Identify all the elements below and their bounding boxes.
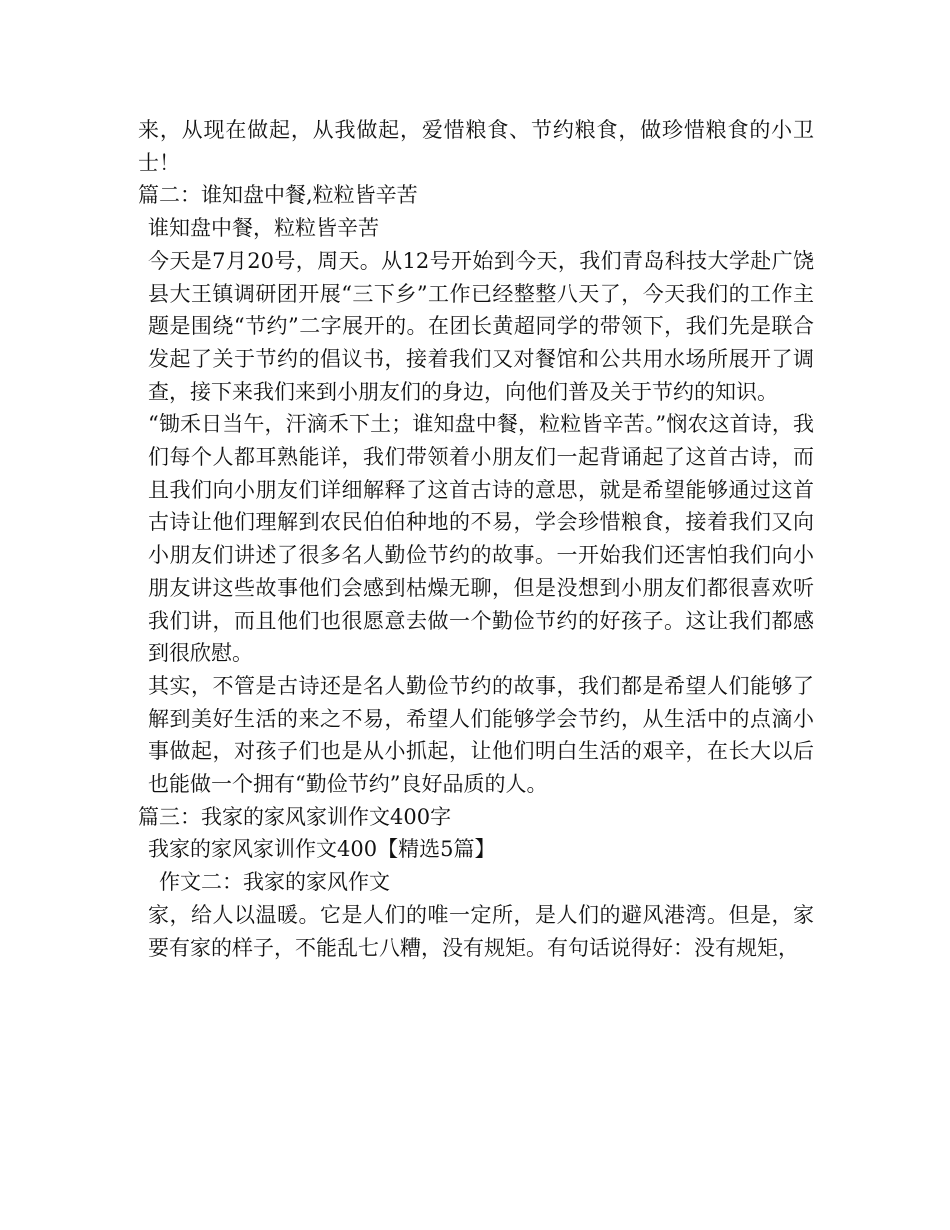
paragraph: 今天是7月20号，周天。从12号开始到今天，我们青岛科技大学赴广饶县大王镇调研团开展“三下乡”工作已经整整八天了，今天我们的工作主题是围绕“节约”二字展开的。在团长黄超同学的带领下，我们先是联合发起了关于节约的倡议书，接着我们又对餐馆和公共用水场所展开了调查，接下来我们来到小朋友们的身边，向他们普及关于节约的知识。	[148, 248, 814, 404]
paragraph-continuation: 来，从现在做起，从我做起，爱惜粮食、节约粮食，做珍惜粮食的小卫士！	[138, 118, 814, 175]
article-title-3: 我家的家风家训作文400【精选5篇】	[148, 837, 496, 862]
section-heading-3: 篇三：我家的家风家训作文400字	[138, 804, 452, 829]
document-page	[138, 114, 814, 964]
paragraph: “锄禾日当午，汗滴禾下土；谁知盘中餐，粒粒皆辛苦。”悯农这首诗，我们每个人都耳熟能详，我们带领着小朋友们一起背诵起了这首古诗，而且我们向小朋友们详细解释了这首古诗的意思，就是希望能够通过这首古诗让他们理解到农民伯伯种地的不易，学会珍惜粮食，接着我们又向小朋友们讲述了很多名人勤俭节约的故事。一开始我们还害怕我们向小朋友讲这些故事他们会感到枯燥无聊，但是没想到小朋友们都很喜欢听我们讲，而且他们也很愿意去做一个勤俭节约的好孩子。这让我们都感到很欣慰。	[148, 412, 814, 666]
paragraph: 家，给人以温暖。它是人们的唯一定所，是人们的避风港湾。但是，家要有家的样子，不能乱七八糟，没有规矩。有句话说得好：没有规矩，	[148, 902, 814, 960]
essay-subtitle: 作文二：我家的家风作文	[159, 870, 390, 895]
paragraph: 其实，不管是古诗还是名人勤俭节约的故事，我们都是希望人们能够了解到美好生活的来之不易，希望人们能够学会节约，从生活中的点滴小事做起，对孩子们也是从小抓起，让他们明白生活的艰辛，在长大以后也能做一个拥有“勤俭节约”良好品质的人。	[148, 673, 814, 797]
article-title-2: 谁知盘中餐，粒粒皆辛苦	[148, 216, 379, 241]
section-heading-2: 篇二：谁知盘中餐,粒粒皆辛苦	[138, 183, 418, 208]
